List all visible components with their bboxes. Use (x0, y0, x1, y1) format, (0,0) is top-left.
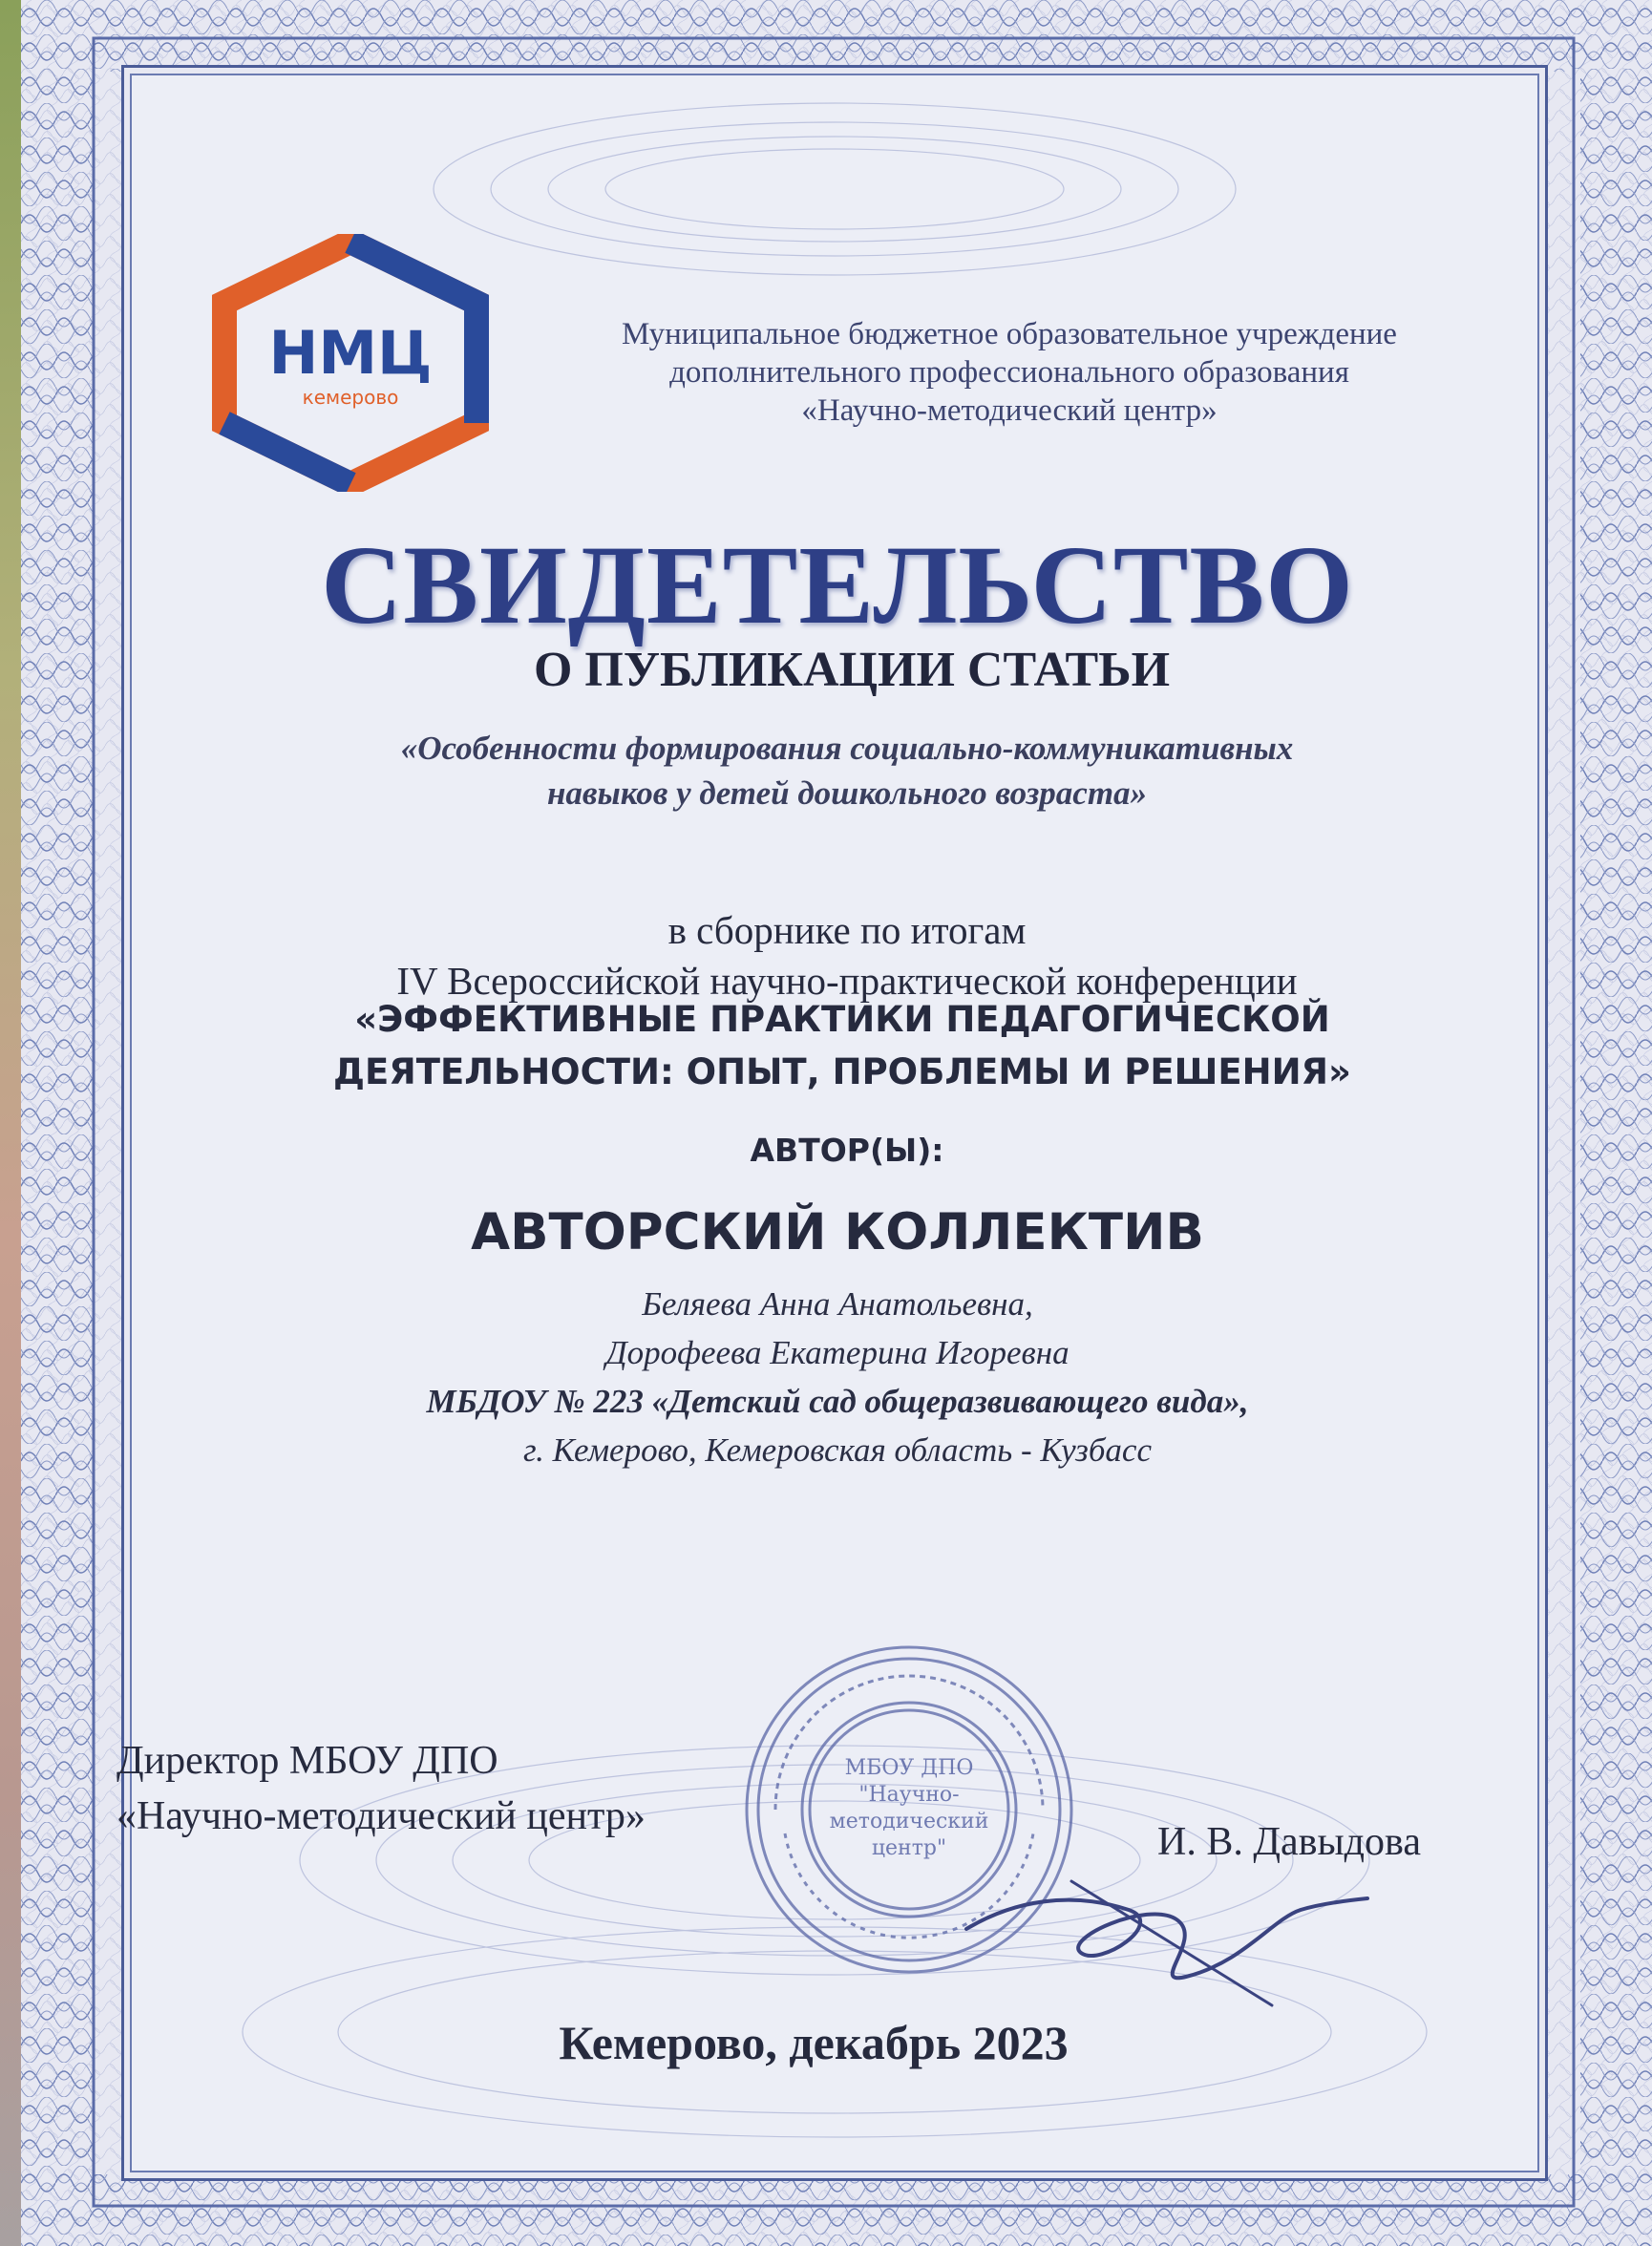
logo-city: кемерово (302, 386, 399, 409)
certificate-subtitle: О ПУБЛИКАЦИИ СТАТЬИ (533, 643, 1171, 697)
conference-line-2: ДЕЯТЕЛЬНОСТИ: ОПЫТ, ПРОБЛЕМЫ И РЕШЕНИЯ» (333, 1051, 1351, 1092)
city-date: Кемерово, декабрь 2023 (559, 2016, 1069, 2069)
certificate-title: СВИДЕТЕЛЬСТВО (321, 522, 1354, 647)
collection-line-2: IV Всероссийской научно-практической конференции (396, 959, 1298, 1003)
org-line-2: дополнительного профессионального образования (669, 355, 1349, 390)
stamp-line-4: центр" (871, 1836, 947, 1860)
stamp-line-1: МБОУ ДПО (844, 1756, 974, 1780)
author-institution: МБДОУ № 223 «Детский сад общеразвивающего вида», (426, 1383, 1249, 1420)
org-line-3: «Научно-методический центр» (801, 393, 1218, 428)
collection-info (193, 905, 1501, 1006)
article-line-2: навыков у детей дошкольного возраста» (546, 774, 1148, 812)
director-signature (957, 1862, 1377, 2015)
director-line-1: Директор МБОУ ДПО (116, 1739, 498, 1783)
organization-name (518, 315, 1501, 430)
stamp-line-3: методический (829, 1810, 989, 1833)
article-line-1: «Особенности формирования социально-коммуникативных (400, 730, 1294, 767)
collection-line-1: в сборнике по итогам (667, 908, 1027, 952)
director-name: И. В. Давыдова (1157, 1820, 1421, 1864)
authors-label: АВТОР(Ы): (750, 1132, 944, 1169)
authors-group: АВТОРСКИЙ КОЛЛЕКТИВ (471, 1203, 1204, 1261)
stamp-line-2: "Научно- (858, 1783, 960, 1807)
director-line-2: «Научно-методический центр» (116, 1794, 646, 1838)
nmc-logo-icon (207, 234, 494, 492)
author-name-2: Дорофеева Екатерина Игоревна (605, 1334, 1070, 1371)
certificate-page (21, 0, 1652, 2246)
conference-title (174, 993, 1511, 1098)
author-name-1: Беляева Анна Анатольевна, (642, 1285, 1033, 1323)
org-line-1: Муниципальное бюджетное образовательное учреждение (622, 317, 1397, 351)
article-title (241, 726, 1453, 816)
logo-abbr: НМЦ (268, 318, 433, 388)
author-location: г. Кемерово, Кемеровская область - Кузбасс (522, 1431, 1152, 1469)
conference-line-1: «ЭФФЕКТИВНЫЕ ПРАКТИКИ ПЕДАГОГИЧЕСКОЙ (354, 999, 1330, 1040)
authors-list (212, 1280, 1463, 1474)
photo-left-edge (0, 0, 21, 2246)
